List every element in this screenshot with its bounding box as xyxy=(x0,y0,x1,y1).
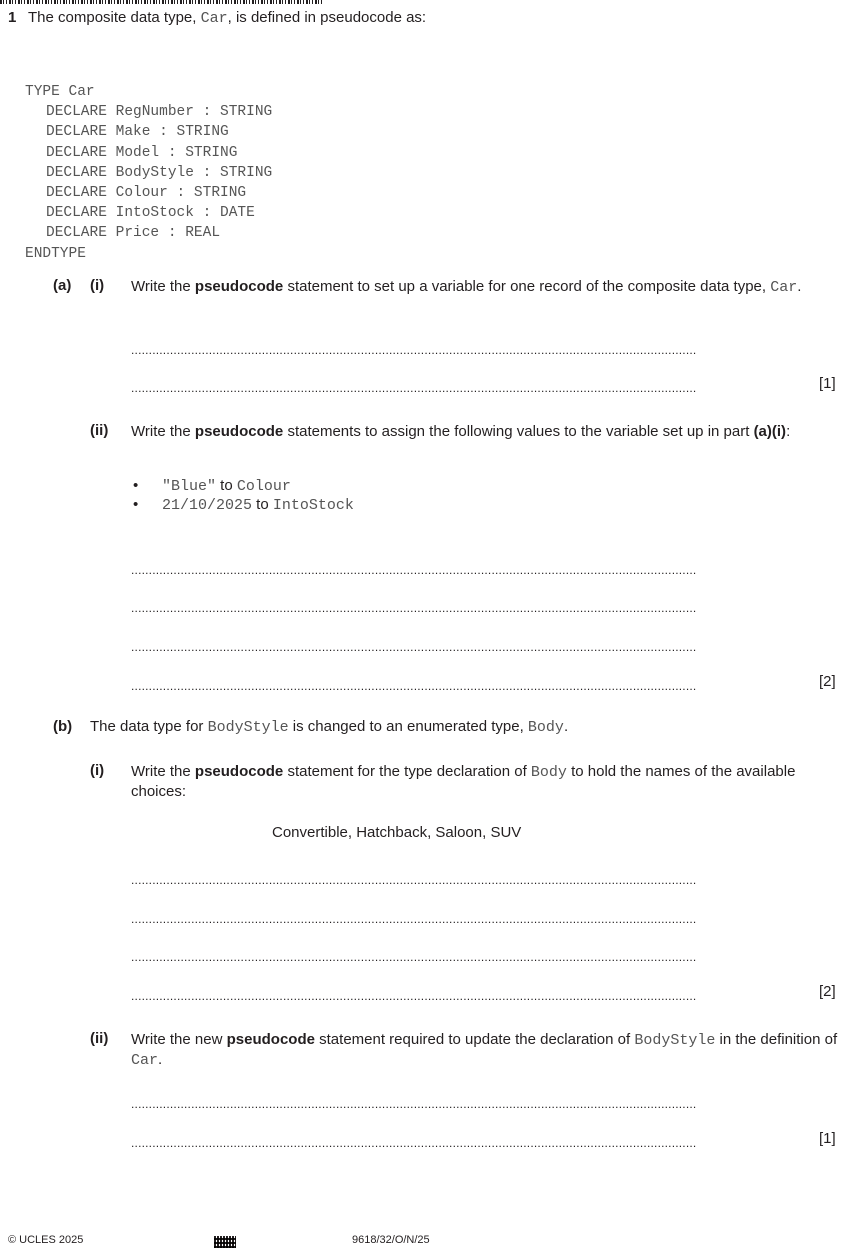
part-b-label: (b) xyxy=(53,718,73,735)
answer-line[interactable]: ................................................................................................................................................................ xyxy=(131,912,697,926)
part-b-i-text: Write the pseudocode statement for the type declaration of Body to hold the names of the available choices: xyxy=(131,763,796,800)
bullet-item: "Blue" to Colour xyxy=(162,477,291,495)
code-line: DECLARE Colour : STRING xyxy=(46,185,247,202)
bullet-item: 21/10/2025 to IntoStock xyxy=(162,496,354,514)
question-number: 1 xyxy=(8,9,17,26)
answer-line[interactable]: ................................................................................................................................................................ xyxy=(131,343,697,357)
answer-line[interactable]: ................................................................................................................................................................ xyxy=(131,1097,697,1111)
part-a-label: (a) xyxy=(53,277,72,294)
bullet: • xyxy=(133,496,139,513)
code-block xyxy=(25,82,272,264)
part-a-i-label: (i) xyxy=(90,277,105,294)
marks: [1] xyxy=(819,375,836,392)
marks: [1] xyxy=(819,1130,836,1147)
code-line: DECLARE BodyStyle : STRING xyxy=(46,164,273,181)
copyright: © UCLES 2025 xyxy=(8,1234,84,1246)
choices-list: Convertible, Hatchback, Saloon, SUV xyxy=(272,824,522,841)
qr-code xyxy=(214,1236,236,1248)
answer-line[interactable]: ................................................................................................................................................................ xyxy=(131,563,697,577)
answer-line[interactable]: ................................................................................................................................................................ xyxy=(131,601,697,615)
part-a-ii-text: Write the pseudocode statements to assign the following values to the variable set up in part (a)(i): xyxy=(131,423,791,440)
code-line: TYPE Car xyxy=(25,84,95,100)
part-b-text: The data type for BodyStyle is changed to an enumerated type, Body. xyxy=(90,718,569,736)
answer-line[interactable]: ................................................................................................................................................................ xyxy=(131,989,697,1003)
part-a-ii-label: (ii) xyxy=(90,422,109,439)
code-line: DECLARE Make : STRING xyxy=(46,124,229,141)
paper-code: 9618/32/O/N/25 xyxy=(352,1234,430,1246)
answer-line[interactable]: ................................................................................................................................................................ xyxy=(131,873,697,887)
answer-line[interactable]: ................................................................................................................................................................ xyxy=(131,679,697,693)
part-a-i-text: Write the pseudocode statement to set up a variable for one record of the composite data type, Car. xyxy=(131,278,802,296)
answer-line[interactable]: ................................................................................................................................................................ xyxy=(131,381,697,395)
answer-line[interactable]: ................................................................................................................................................................ xyxy=(131,950,697,964)
bullet: • xyxy=(133,477,139,494)
part-b-ii-label: (ii) xyxy=(90,1030,109,1047)
marks: [2] xyxy=(819,673,836,690)
code-line: DECLARE IntoStock : DATE xyxy=(46,205,255,222)
marks: [2] xyxy=(819,983,836,1000)
barcode xyxy=(0,0,322,4)
code-line: DECLARE RegNumber : STRING xyxy=(46,104,273,121)
part-b-ii-text: Write the new pseudocode statement required to update the declaration of BodyStyle in the definition of Car. xyxy=(131,1031,838,1069)
part-b-i-label: (i) xyxy=(90,762,105,779)
code-line: DECLARE Price : REAL xyxy=(46,225,221,242)
code-line: ENDTYPE xyxy=(25,245,86,262)
answer-line[interactable]: ................................................................................................................................................................ xyxy=(131,640,697,654)
code-line: DECLARE Model : STRING xyxy=(46,144,238,161)
question-intro: The composite data type, Car, is defined in pseudocode as: xyxy=(28,9,427,27)
answer-line[interactable]: ................................................................................................................................................................ xyxy=(131,1136,697,1150)
